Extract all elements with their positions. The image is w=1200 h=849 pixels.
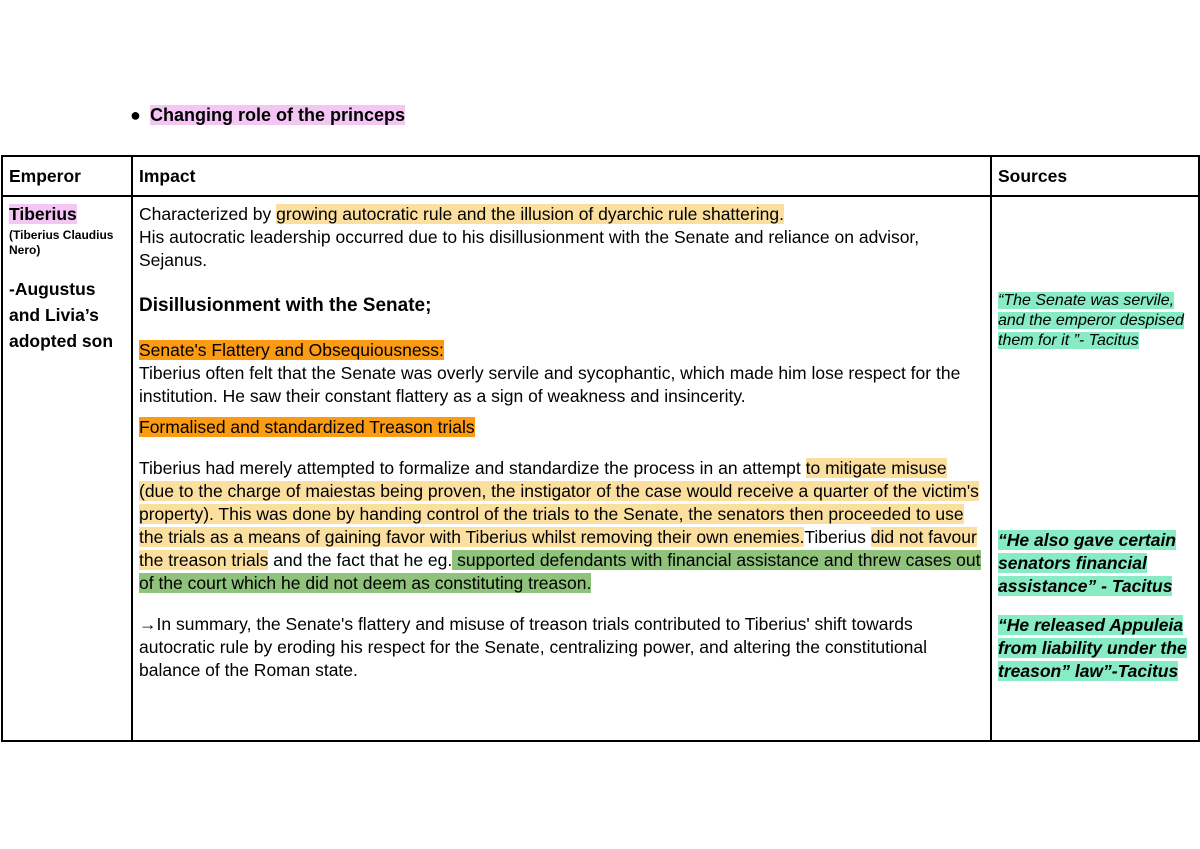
emperor-cell xyxy=(2,196,132,741)
source-quote-2: “He also gave certain senators financial assistance” - Tacitus xyxy=(998,530,1176,596)
header-sources: Sources xyxy=(991,156,1199,196)
bullet-icon: ● xyxy=(130,105,141,125)
flattery-title: Senate's Flattery and Obsequiousness: xyxy=(139,340,444,360)
heading-text: Changing role of the princeps xyxy=(150,105,406,125)
treason-highlight: to mitigate misuse (due to the charge of maiestas being proven, the instigator of the case would receive a quarter of the victim's property). This was done by handing control of the trials to the Senate, the senators then proceeded to use the trials as a means of gaining favor with Tiberius whilst removing their own enemies. xyxy=(139,458,979,547)
emperor-full-name: (Tiberius Claudius Nero) xyxy=(9,228,114,257)
source-quote-1: “The Senate was servile, and the emperor despised them for it ”- Tacitus xyxy=(998,292,1184,349)
treason-text: Tiberius had merely attempted to formalize and standardize the process in an attempt xyxy=(139,458,806,478)
header-emperor: Emperor xyxy=(2,156,132,196)
intro-paragraph xyxy=(139,203,984,272)
treason-title-block xyxy=(139,416,984,439)
source-quote-3: “He released Appuleia from liability under the treason” law”-Tacitus xyxy=(998,615,1187,681)
intro-highlight: growing autocratic rule and the illusion of dyarchic rule shattering. xyxy=(276,204,784,224)
header-impact: Impact xyxy=(132,156,991,196)
table-header-row xyxy=(2,156,1199,196)
section-title: Disillusionment with the Senate; xyxy=(139,295,432,316)
section-heading xyxy=(130,103,405,127)
intro-rest: His autocratic leadership occurred due to his disillusionment with the Senate and reliance on advisor, Sejanus. xyxy=(139,227,920,270)
treason-text-2: Tiberius xyxy=(804,527,871,547)
treason-text-3: and the fact that he eg. xyxy=(268,550,453,570)
treason-paragraph xyxy=(139,457,984,595)
emperor-note: -Augustus and Livia’s adopted son xyxy=(9,279,114,351)
treason-green-highlight: supported defendants with financial assistance and threw cases out of the court which he did not deem as constituting treason. xyxy=(139,550,981,593)
emperor-name: Tiberius xyxy=(9,204,77,224)
impact-cell xyxy=(132,196,991,741)
intro-text: Characterized by xyxy=(139,204,277,224)
summary-paragraph: →In summary, the Senate's flattery and misuse of treason trials contributed to Tiberius' shift towards autocratic rule by eroding his respect for the Senate, centralizing power, and altering the constitutional balance of the Roman state. xyxy=(139,614,927,680)
flattery-text: Tiberius often felt that the Senate was overly servile and sycophantic, which made him lose respect for the institution. He saw their constant flattery as a sign of weakness and insincerity. xyxy=(139,363,961,406)
treason-highlight-2: did not favour the treason trials xyxy=(139,527,977,570)
emperor-impact-table xyxy=(1,155,1200,742)
flattery-block xyxy=(139,339,984,408)
table-row xyxy=(2,196,1199,741)
sources-cell xyxy=(991,196,1199,741)
treason-title: Formalised and standardized Treason trials xyxy=(139,417,475,437)
